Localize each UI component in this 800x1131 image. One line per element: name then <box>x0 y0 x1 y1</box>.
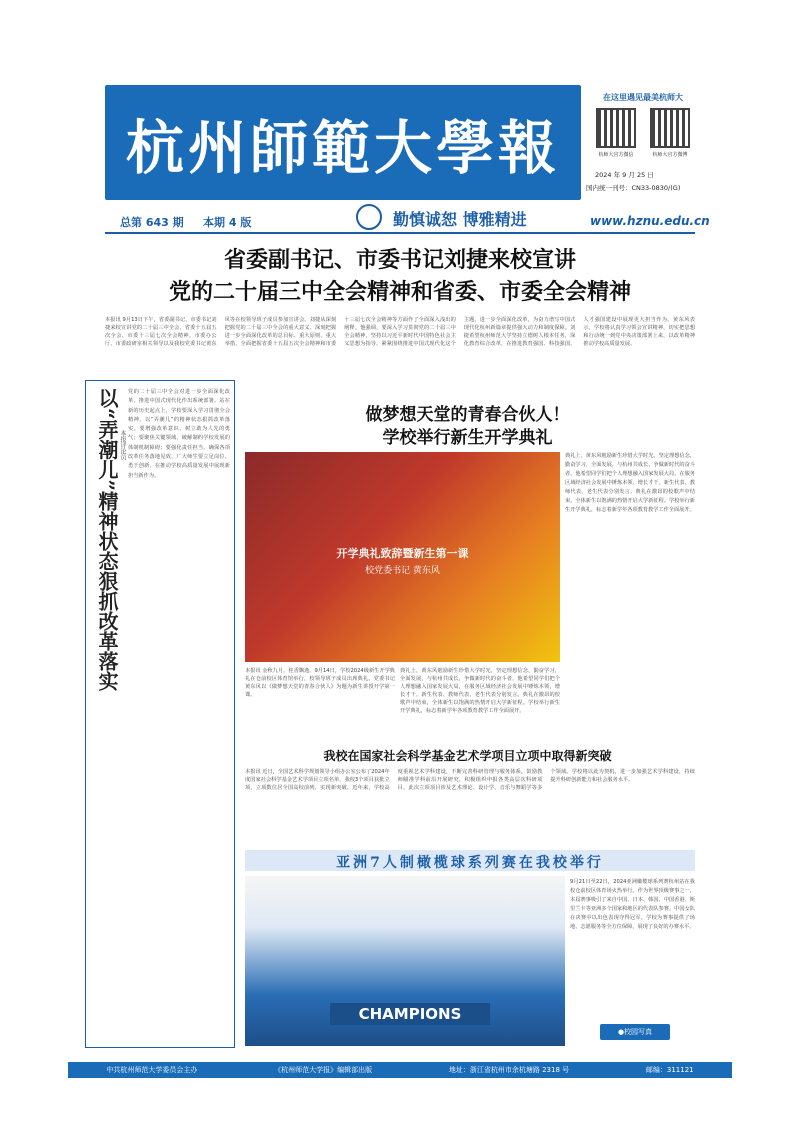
website: www.hznu.edu.cn <box>590 214 710 228</box>
banner-line-2: 校党委书记 黄东风 <box>365 566 440 576</box>
masthead-banner <box>105 85 581 200</box>
qr-label-wechat: 杭师大官方微信 <box>598 152 634 158</box>
issue-pages: 本期 4 版 <box>203 216 252 229</box>
champions-banner: CHAMPIONS <box>330 1003 490 1025</box>
footer-address: 地址：浙江省杭州市余杭塘路 2318 号 <box>448 1066 570 1074</box>
story2-title-2: 学校举行新生开学典礼 <box>382 428 553 448</box>
newspaper-title: 杭州師範大學報 <box>125 113 560 182</box>
university-seal-icon <box>356 204 382 230</box>
footer-phone: 邮编：311121 <box>645 1066 694 1074</box>
story3-body: 本报讯 近日，全国艺术科学规划领导小组办公室公布了2024年度国家社会科学基金艺术学项目立项名单，我校3个项目获批立项，立项数位居全国高校前列，实现新突破。近年来，学校高度重视艺术学科建设，不断完善科研管理与服务体系，鼓励教师瞄准学科前沿开展研究，积极组织申报各类高层次科研项目。此次立项项目涉及艺术理论、设计学、音乐与舞蹈学等多个领域。学校将以此为契机，进一步加强艺术学科建设，持续提升科研创新能力和社会服务水平。 <box>245 769 695 792</box>
issue-date: 2024 年 9 月 25 日 <box>595 171 654 179</box>
story4-body: 9月21日至22日，2024亚洲橄榄球系列赛杭州站在我校仓前校区体育场火热举行。作为世界顶级赛事之一，本届赛事吸引了来自中国、日本、韩国、中国香港、斯里兰卡等亚洲多个国家和地区的代表队参赛。中国女队在决赛中以出色表现夺得冠军。学校为赛事提供了场地、志愿服务等全方位保障，展现了良好的办赛水平。 <box>570 879 695 930</box>
story2-body: 典礼上，黄东风勉励新生珍惜大学时光，坚定理想信念，勤奋学习，全面发展，与杭州共成长，争做新时代的奋斗者。他希望同学们把个人理想融入国家发展大局，在服务区域经济社会发展中锤炼本领、增长才干。新生代表、教师代表、老生代表分别发言。典礼在激昂的校歌声中结束，全体新生以饱满的热情开启大学新征程。学校举行新生开学典礼，标志着新学年各项教育教学工作全面展开。 <box>565 453 695 513</box>
footer-editor: 《杭州师范大学报》编辑部出版 <box>274 1066 373 1074</box>
divider <box>105 232 695 234</box>
photo-section-tag: ●校园写真 <box>600 1024 670 1040</box>
editorial-headline: 以“弄潮儿”精神状态狠抓改革落实 <box>95 388 119 692</box>
weibo-qr-icon <box>650 108 690 148</box>
banner-line-1: 开学典礼致辞暨新生第一课 <box>336 547 469 560</box>
lead-title-1: 省委副书记、市委书记刘捷来校宣讲 <box>223 247 576 273</box>
footer-bar <box>68 1062 732 1078</box>
editorial-body: 党的二十届三中全会对进一步全面深化改革、推进中国式现代化作出系统部署。站在新的历史起点上，学校要深入学习贯彻全会精神，以“弄潮儿”的精神状态狠抓改革落实。要增强改革意识，树立敢为人先的勇气；要聚焦关键领域，破解制约学校发展的体制机制障碍；要强化责任担当，确保各项改革任务落地见效。广大师生要立足岗位、勇于创新，在推动学校高质量发展中展现新担当新作为。 <box>128 389 230 479</box>
story2-title-1: 做梦想天堂的青春合伙人！ <box>365 405 570 425</box>
qr-heading: 在这里遇见最美杭师大 <box>603 93 683 102</box>
editorial-byline: 本报评论员 <box>119 430 126 460</box>
qr-label-weibo: 杭师大官方微博 <box>652 152 688 158</box>
story3-title: 我校在国家社会科学基金艺术学项目立项中取得新突破 <box>323 749 612 763</box>
story2-caption: 本报讯 金秋九月，桂香飘逸。9月14日，学校2024级新生开学典礼在仓前校区体育馆举行，校领导班子成员出席典礼。党委书记黄东风以《做梦想天堂的青春合伙人》为题为新生讲授开学第一课。 <box>245 668 395 699</box>
lead-body: 本报讯 9月13日下午，省委副书记、市委书记刘捷来校宣讲党的二十届三中全会、省委十五届五次全会、市委十三届七次全会精神。市委办公厅、市委政研室相关领导以及我校党委书记黄东风等在校领导班子成员参加宣讲会。刘捷从深刻把握党的二十届三中全会的重大意义、深刻把握进一步全面深化改革的总目标、重大原则、重大举措，全面把握省委十五届五次全会精神和市委十三届七次全会精神等方面作了全面深入浅出的阐释。他强调，要深入学习贯彻党的二十届三中全会精神，坚持以习近平新时代中国特色社会主义思想为指导，紧紧围绕推进中国式现代化这个主题，进一步全面深化改革，为奋力谱写中国式现代化杭州新篇章提供强大动力和制度保障。刘捷希望杭州师范大学坚持立德树人根本任务，深化教育综合改革，在推进教育强国、科技强国、人才强国建设中展现更大担当作为。黄东风表示，学校将认真学习领会宣讲精神，切实把思想和行动统一到党中央决策部署上来，以改革精神推动学校高质量发展。 <box>105 317 695 348</box>
story2-body-b: 典礼上，黄东风勉励新生珍惜大学时光，坚定理想信念，勤奋学习，全面发展，与杭州共成长，争做新时代的奋斗者。他希望同学们把个人理想融入国家发展大局，在服务区域经济社会发展中锤炼本领、增长才干。新生代表、教师代表、老生代表分别发言。典礼在激昂的校歌声中结束，全体新生以饱满的热情开启大学新征程。学校举行新生开学典礼，标志着新学年各项教育教学工作全面展开。 <box>400 668 560 715</box>
issue-cn: 国内统一刊号：CN33-0830/(G) <box>586 184 681 192</box>
wechat-qr-icon <box>596 108 636 148</box>
footer-org: 中共杭州师范大学委员会主办 <box>106 1066 198 1074</box>
story4-title: 亚洲7人制橄榄球系列赛在我校举行 <box>336 855 604 871</box>
motto: 勤慎诚恕 博雅精进 <box>393 210 527 229</box>
issue-total: 总第 643 期 <box>120 216 184 229</box>
lead-title-2: 党的二十届三中全会精神和省委、市委全会精神 <box>168 279 631 305</box>
